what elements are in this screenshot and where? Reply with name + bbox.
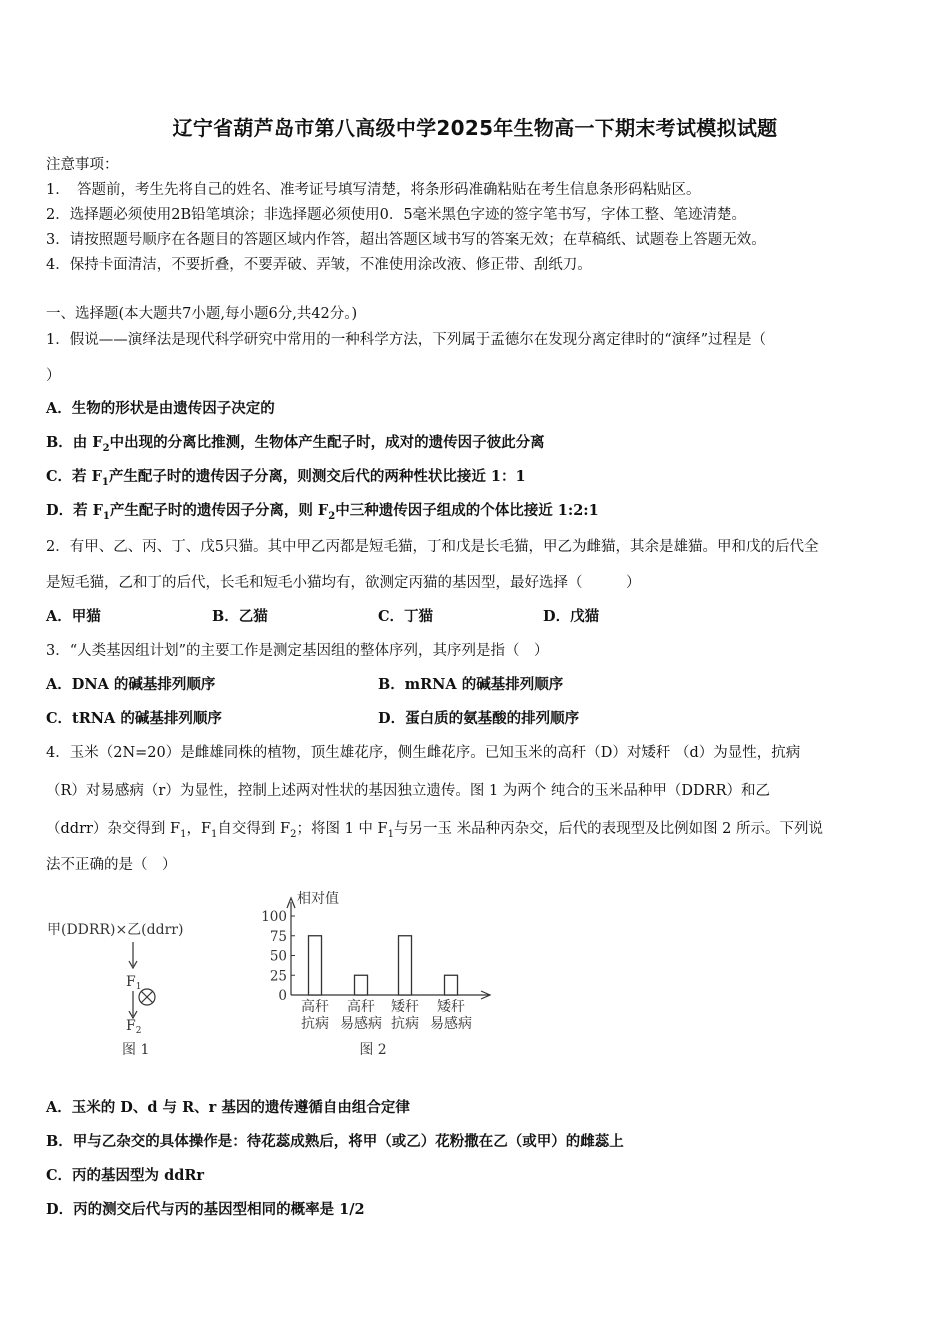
question-2-option-a: A．甲猫 [46, 608, 101, 625]
question-2-stem-cont: 是短毛猫，乙和丁的后代，长毛和短毛小猫均有，欲测定丙猫的基因型，最好选择（ ） [46, 575, 641, 591]
x-tick-label: 高秆 [347, 999, 375, 1015]
bar [355, 975, 368, 995]
x-tick-label: 抗病 [391, 1016, 419, 1032]
question-1-option-a: A．生物的形状是由遗传因子决定的 [46, 400, 275, 417]
x-tick-label: 矮秆 [437, 999, 465, 1015]
question-3-option-a: A．DNA 的碱基排列顺序 [46, 676, 216, 693]
question-3-option-c: C．tRNA 的碱基排列顺序 [46, 710, 222, 727]
question-4-stem-end: 法不正确的是（ ） [46, 857, 177, 873]
question-1-stem-end: ） [46, 368, 61, 384]
question-2-option-b: B．乙猫 [212, 608, 268, 625]
figure-1 [47, 922, 183, 1058]
question-1-option-c: C．若 $F_1$产生配子时的遗传因子分离，则测交后代的两种性状比接近 1：1 [46, 468, 526, 488]
question-4-option-b: B．甲与乙杂交的具体操作是：待花蕊成熟后，将甲（或乙）花粉撒在乙（或甲）的雌蕊上 [46, 1133, 624, 1150]
cross-label: 甲(DDRR)×乙(ddrr) [47, 922, 184, 938]
x-tick-label: 易感病 [340, 1016, 382, 1032]
question-1-stem: 1．假说——演绎法是现代科学研究中常用的一种科学方法，下列属于孟德尔在发现分离定律时的“演绎”过程是（ [46, 332, 767, 348]
question-3-stem: 3．“人类基因组计划”的主要工作是测定基因组的整体序列，其序列是指（ ） [46, 643, 549, 659]
section-heading: 一、选择题(本大题共7小题,每小题6分,共42分。) [46, 306, 358, 322]
question-1-option-b: B．由 $F_2$中出现的分离比推测，生物体产生配子时，成对的遗传因子彼此分离 [46, 434, 545, 454]
question-4-stem-cont: （ddrr）杂交得到 $F_1$，$F_1$自交得到 $F_2$；将图 1 中 $F_1$与另一玉 米品种丙杂交，后代的表现型及比例如图 2 所示。下列说 [46, 821, 824, 840]
bar [309, 936, 322, 995]
notice-heading: 注意事项： [46, 157, 119, 173]
f2-label: $F_2$ [126, 1018, 142, 1036]
f1-label: $F_1$ [126, 974, 142, 992]
question-1-option-d: D．若 $F_1$产生配子时的遗传因子分离，则 $F_2$中三种遗传因子组成的个体比接近 1:2:1 [46, 502, 599, 522]
bar [445, 975, 458, 995]
figure-1-caption: 图 1 [122, 1042, 150, 1058]
y-axis-label: 相对值 [297, 891, 339, 907]
question-2-option-c: C．丁猫 [378, 608, 434, 625]
y-tick-label: 50 [269, 948, 287, 965]
figure-2-chart [261, 890, 490, 1058]
x-tick-label: 抗病 [301, 1016, 329, 1032]
question-2-option-d: D．戊猫 [543, 608, 600, 625]
notice-item: 1． 答题前，考生先将自己的姓名、准考证号填写清楚，将条形码准确粘贴在考生信息条形码粘贴区。 [46, 182, 701, 198]
x-tick-label: 易感病 [430, 1016, 472, 1032]
x-tick-label: 矮秆 [391, 999, 419, 1015]
question-4-option-a: A．玉米的 D、d 与 R、r 基因的遗传遵循自由组合定律 [46, 1099, 410, 1116]
question-3-option-d: D．蛋白质的氨基酸的排列顺序 [378, 710, 580, 727]
y-tick-label: 75 [269, 928, 287, 945]
page-title: 辽宁省葫芦岛市第八高级中学2025年生物高一下期末考试模拟试题 [172, 116, 778, 140]
question-2-stem: 2．有甲、乙、丙、丁、戊5只猫。其中甲乙丙都是短毛猫，丁和戊是长毛猫，甲乙为雌猫，其余是雄猫。甲和戊的后代全 [46, 539, 819, 555]
y-tick-label: 0 [278, 988, 287, 1004]
x-tick-label: 高秆 [301, 999, 329, 1015]
question-3-option-b: B．mRNA 的碱基排列顺序 [378, 676, 564, 693]
question-4-option-c: C．丙的基因型为 ddRr [46, 1167, 205, 1184]
question-4-stem: 4．玉米（2N=20）是雌雄同株的植物，顶生雄花序，侧生雌花序。已知玉米的高秆（D）对矮秆 （d）为显性，抗病 [46, 745, 801, 761]
y-tick-label: 25 [269, 968, 287, 985]
bar [399, 936, 412, 995]
notice-item: 3．请按照题号顺序在各题目的答题区域内作答，超出答题区域书写的答案无效；在草稿纸、试题卷上答题无效。 [46, 232, 766, 248]
notice-item: 4．保持卡面清洁，不要折叠，不要弄破、弄皱，不准使用涂改液、修正带、刮纸刀。 [46, 257, 592, 273]
notice-item: 2．选择题必须使用2B铅笔填涂；非选择题必须使用0．5毫米黑色字迹的签字笔书写，字体工整、笔迹清楚。 [46, 207, 747, 223]
question-4-option-d: D．丙的测交后代与丙的基因型相同的概率是 1/2 [46, 1201, 365, 1218]
question-4-stem-cont: （R）对易感病（r）为显性，控制上述两对性状的基因独立遗传。图 1 为两个 纯合的玉米品种甲（DDRR）和乙 [46, 783, 770, 799]
y-tick-label: 100 [261, 909, 287, 925]
figure-2-caption: 图 2 [359, 1042, 387, 1058]
